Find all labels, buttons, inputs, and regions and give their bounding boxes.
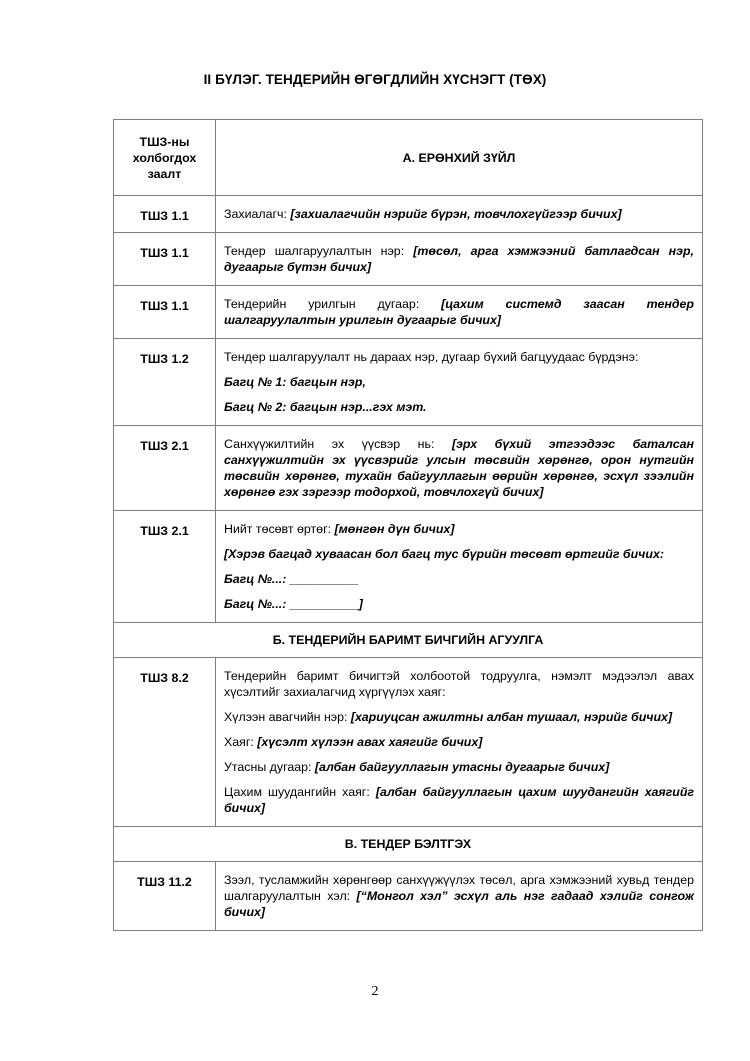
field-placeholder: [албан байгууллагын цахим шуудангийн хаягийг бичих]: [224, 785, 695, 815]
field-text: Тендерийн баримт бичигтэй холбоотой тодруулга, нэмэлт мэдээлэл авах хүсэлтийг захиалагчид хүргүүлэх хаяг:: [224, 669, 694, 699]
row-content: [216, 233, 703, 286]
field-placeholder: [цахим системд заасан тендер шалгаруулалтын урилгын дугаарыг бичих]: [224, 297, 694, 327]
field-line: [224, 784, 694, 816]
field-label: Хүлээн авагчийн нэр:: [224, 710, 351, 724]
table-header-row: [114, 120, 703, 196]
field-label: Санхүүжилтийн эх үүсвэр нь:: [224, 437, 452, 451]
field-placeholder: [хариуцсан ажилтны албан тушаал, нэрийг бичих]: [350, 710, 673, 724]
field-line: [224, 521, 694, 537]
row-content: [216, 658, 703, 827]
table-row: [114, 426, 703, 511]
table-row: [114, 286, 703, 339]
lot-line: Багц №...: __________: [224, 572, 359, 586]
table-row: [114, 339, 703, 426]
table-row: [114, 196, 703, 233]
field-line: [224, 709, 694, 725]
row-content: [216, 426, 703, 511]
section-a-title: А. ЕРӨНХИЙ ЗҮЙЛ: [216, 120, 703, 196]
section-header-row: [114, 623, 703, 658]
row-content: [216, 196, 703, 233]
field-label: Тендер шалгаруулалтын нэр:: [224, 244, 414, 258]
lot-line: Багц № 1: багцын нэр,: [224, 375, 366, 389]
field-label: Захиалагч:: [224, 207, 291, 221]
page-number: 2: [371, 984, 379, 999]
field-placeholder: [“Монгол хэл” эсхүл аль нэг гадаад хэлийг сонгож бичих]: [224, 889, 694, 919]
table-row: [114, 233, 703, 286]
row-reference: ТШЗ 1.1: [114, 286, 216, 339]
table-row: [114, 862, 703, 931]
row-content: [216, 862, 703, 931]
lot-line: Багц №...: __________]: [224, 597, 363, 611]
field-placeholder: [албан байгууллагын утасны дугаарыг бичих]: [314, 760, 610, 774]
row-reference: ТШЗ 8.2: [114, 658, 216, 827]
field-note: [Хэрэв багцад хуваасан бол багц тус бүрийн төсөвт өртгийг бичих:: [224, 547, 664, 561]
header-reference-column: ТШЗ-ны холбогдох заалт: [114, 120, 216, 196]
field-label: Утасны дугаар:: [224, 760, 315, 774]
table-row: [114, 511, 703, 623]
section-header-row: [114, 827, 703, 862]
field-line: [224, 734, 694, 750]
field-label: Цахим шуудангийн хаяг:: [224, 785, 376, 799]
section-c-title: В. ТЕНДЕР БЭЛТГЭХ: [114, 827, 703, 862]
field-line: [224, 759, 694, 775]
field-label: Зээл, тусламжийн хөрөнгөөр санхүүжүүлэх төсөл, арга хэмжээний хувьд тендер шалгаруулалтын хэл:: [224, 873, 694, 903]
field-placeholder: [захиалагчийн нэрийг бүрэн, товчлохгүйгээр бичих]: [290, 207, 622, 221]
field-placeholder: [хүсэлт хүлээн авах хаягийг бичих]: [257, 735, 483, 749]
tender-data-table: [113, 119, 703, 931]
field-placeholder: [мөнгөн дүн бичих]: [334, 522, 455, 536]
field-label: Тендерийн урилгын дугаар:: [224, 297, 442, 311]
row-reference: ТШЗ 2.1: [114, 511, 216, 623]
field-label: Хаяг:: [224, 735, 258, 749]
field-placeholder: [төсөл, арга хэмжээний батлагдсан нэр, дугаарыг бүтэн бичих]: [224, 244, 694, 274]
section-b-title: Б. ТЕНДЕРИЙН БАРИМТ БИЧГИЙН АГУУЛГА: [114, 623, 703, 658]
row-content: [216, 286, 703, 339]
row-reference: ТШЗ 1.2: [114, 339, 216, 426]
row-reference: ТШЗ 11.2: [114, 862, 216, 931]
table-row: [114, 658, 703, 827]
field-placeholder: [эрх бүхий этгээдээс баталсан санхүүжилтийн эх үүсвэрийг улсын төсвийн хөрөнгө, орон нутгийн төсвийн хөрөнгө, тухайн байгууллагын өөрийн хөрөнгө, эсхүл зээлийн хөрөнгө гэх зэргээр тодорхой, товчлохгүй бичих]: [224, 437, 694, 499]
lot-line: Багц № 2: багцын нэр...гэх мэт.: [224, 400, 427, 414]
row-reference: ТШЗ 2.1: [114, 426, 216, 511]
row-content: [216, 511, 703, 623]
row-reference: ТШЗ 1.1: [114, 233, 216, 286]
row-reference: ТШЗ 1.1: [114, 196, 216, 233]
row-content: [216, 339, 703, 426]
page-title: II БҮЛЭГ. ТЕНДЕРИЙН ӨГӨГДЛИЙН ХҮСНЭГТ (ТӨХ): [203, 72, 547, 87]
field-label: Нийт төсөвт өртөг:: [224, 522, 335, 536]
field-text: Тендер шалгаруулалт нь дараах нэр, дугаар бүхий багцуудаас бүрдэнэ:: [224, 350, 639, 364]
